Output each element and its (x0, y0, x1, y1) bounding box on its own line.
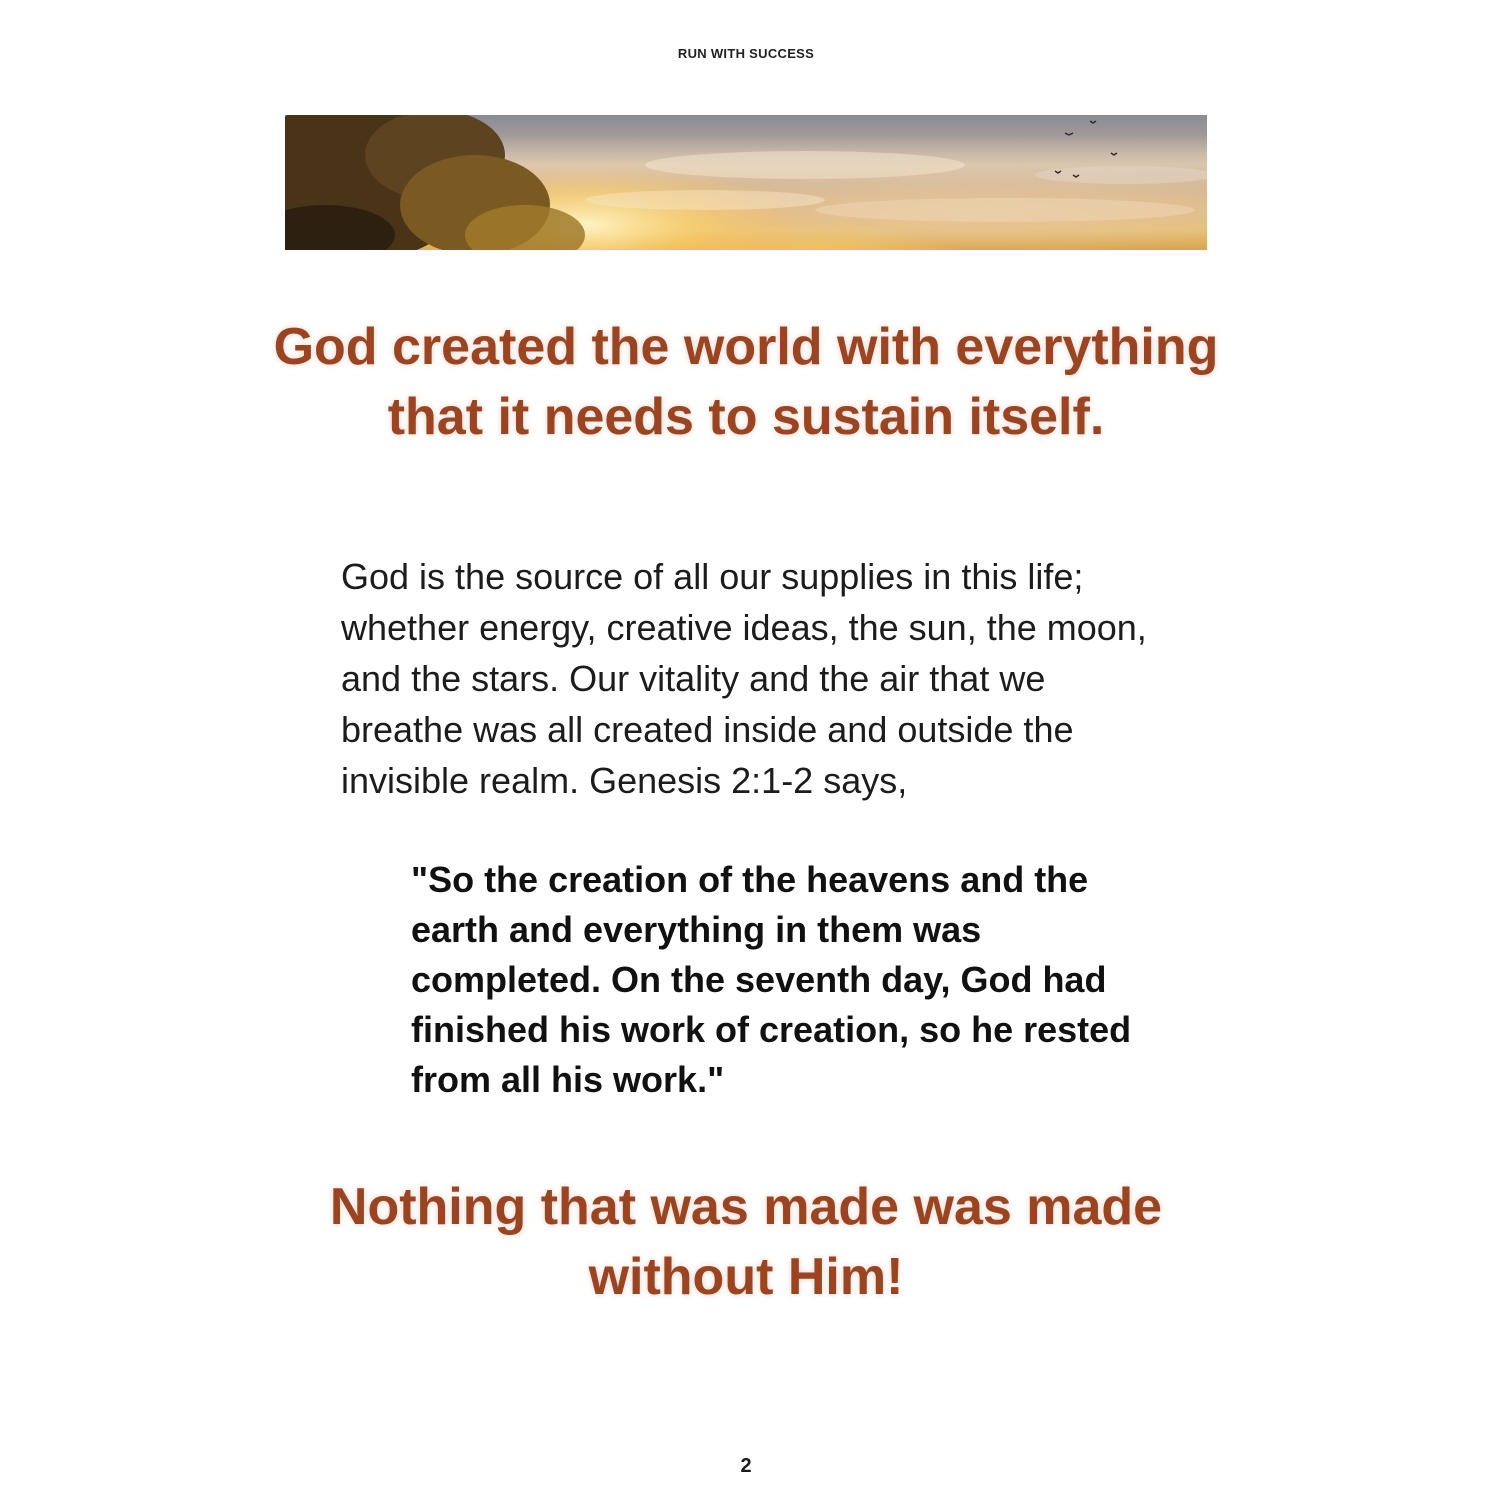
scripture-quote: "So the creation of the heavens and the earth and everything in them was completed. On the seventh day, God had finished his work of creation, so he rested from all his work." (411, 859, 1132, 1100)
sunset-tree-illustration (285, 115, 1207, 250)
page-number: 2 (740, 1455, 752, 1477)
banner-image (285, 115, 1207, 250)
heading-secondary: Nothing that was made was made without Him! (329, 1178, 1163, 1306)
heading-primary: God created the world with everything that it needs to sustain itself. (273, 318, 1219, 446)
running-header: RUN WITH SUCCESS (677, 46, 815, 61)
body-paragraph: God is the source of all our supplies in this life; whether energy, creative ideas, the sun, the moon, and the stars. Our vitality and the air that we breathe was all created inside and outside the invisible realm. Genesis 2:1-2 says, (341, 556, 1147, 801)
